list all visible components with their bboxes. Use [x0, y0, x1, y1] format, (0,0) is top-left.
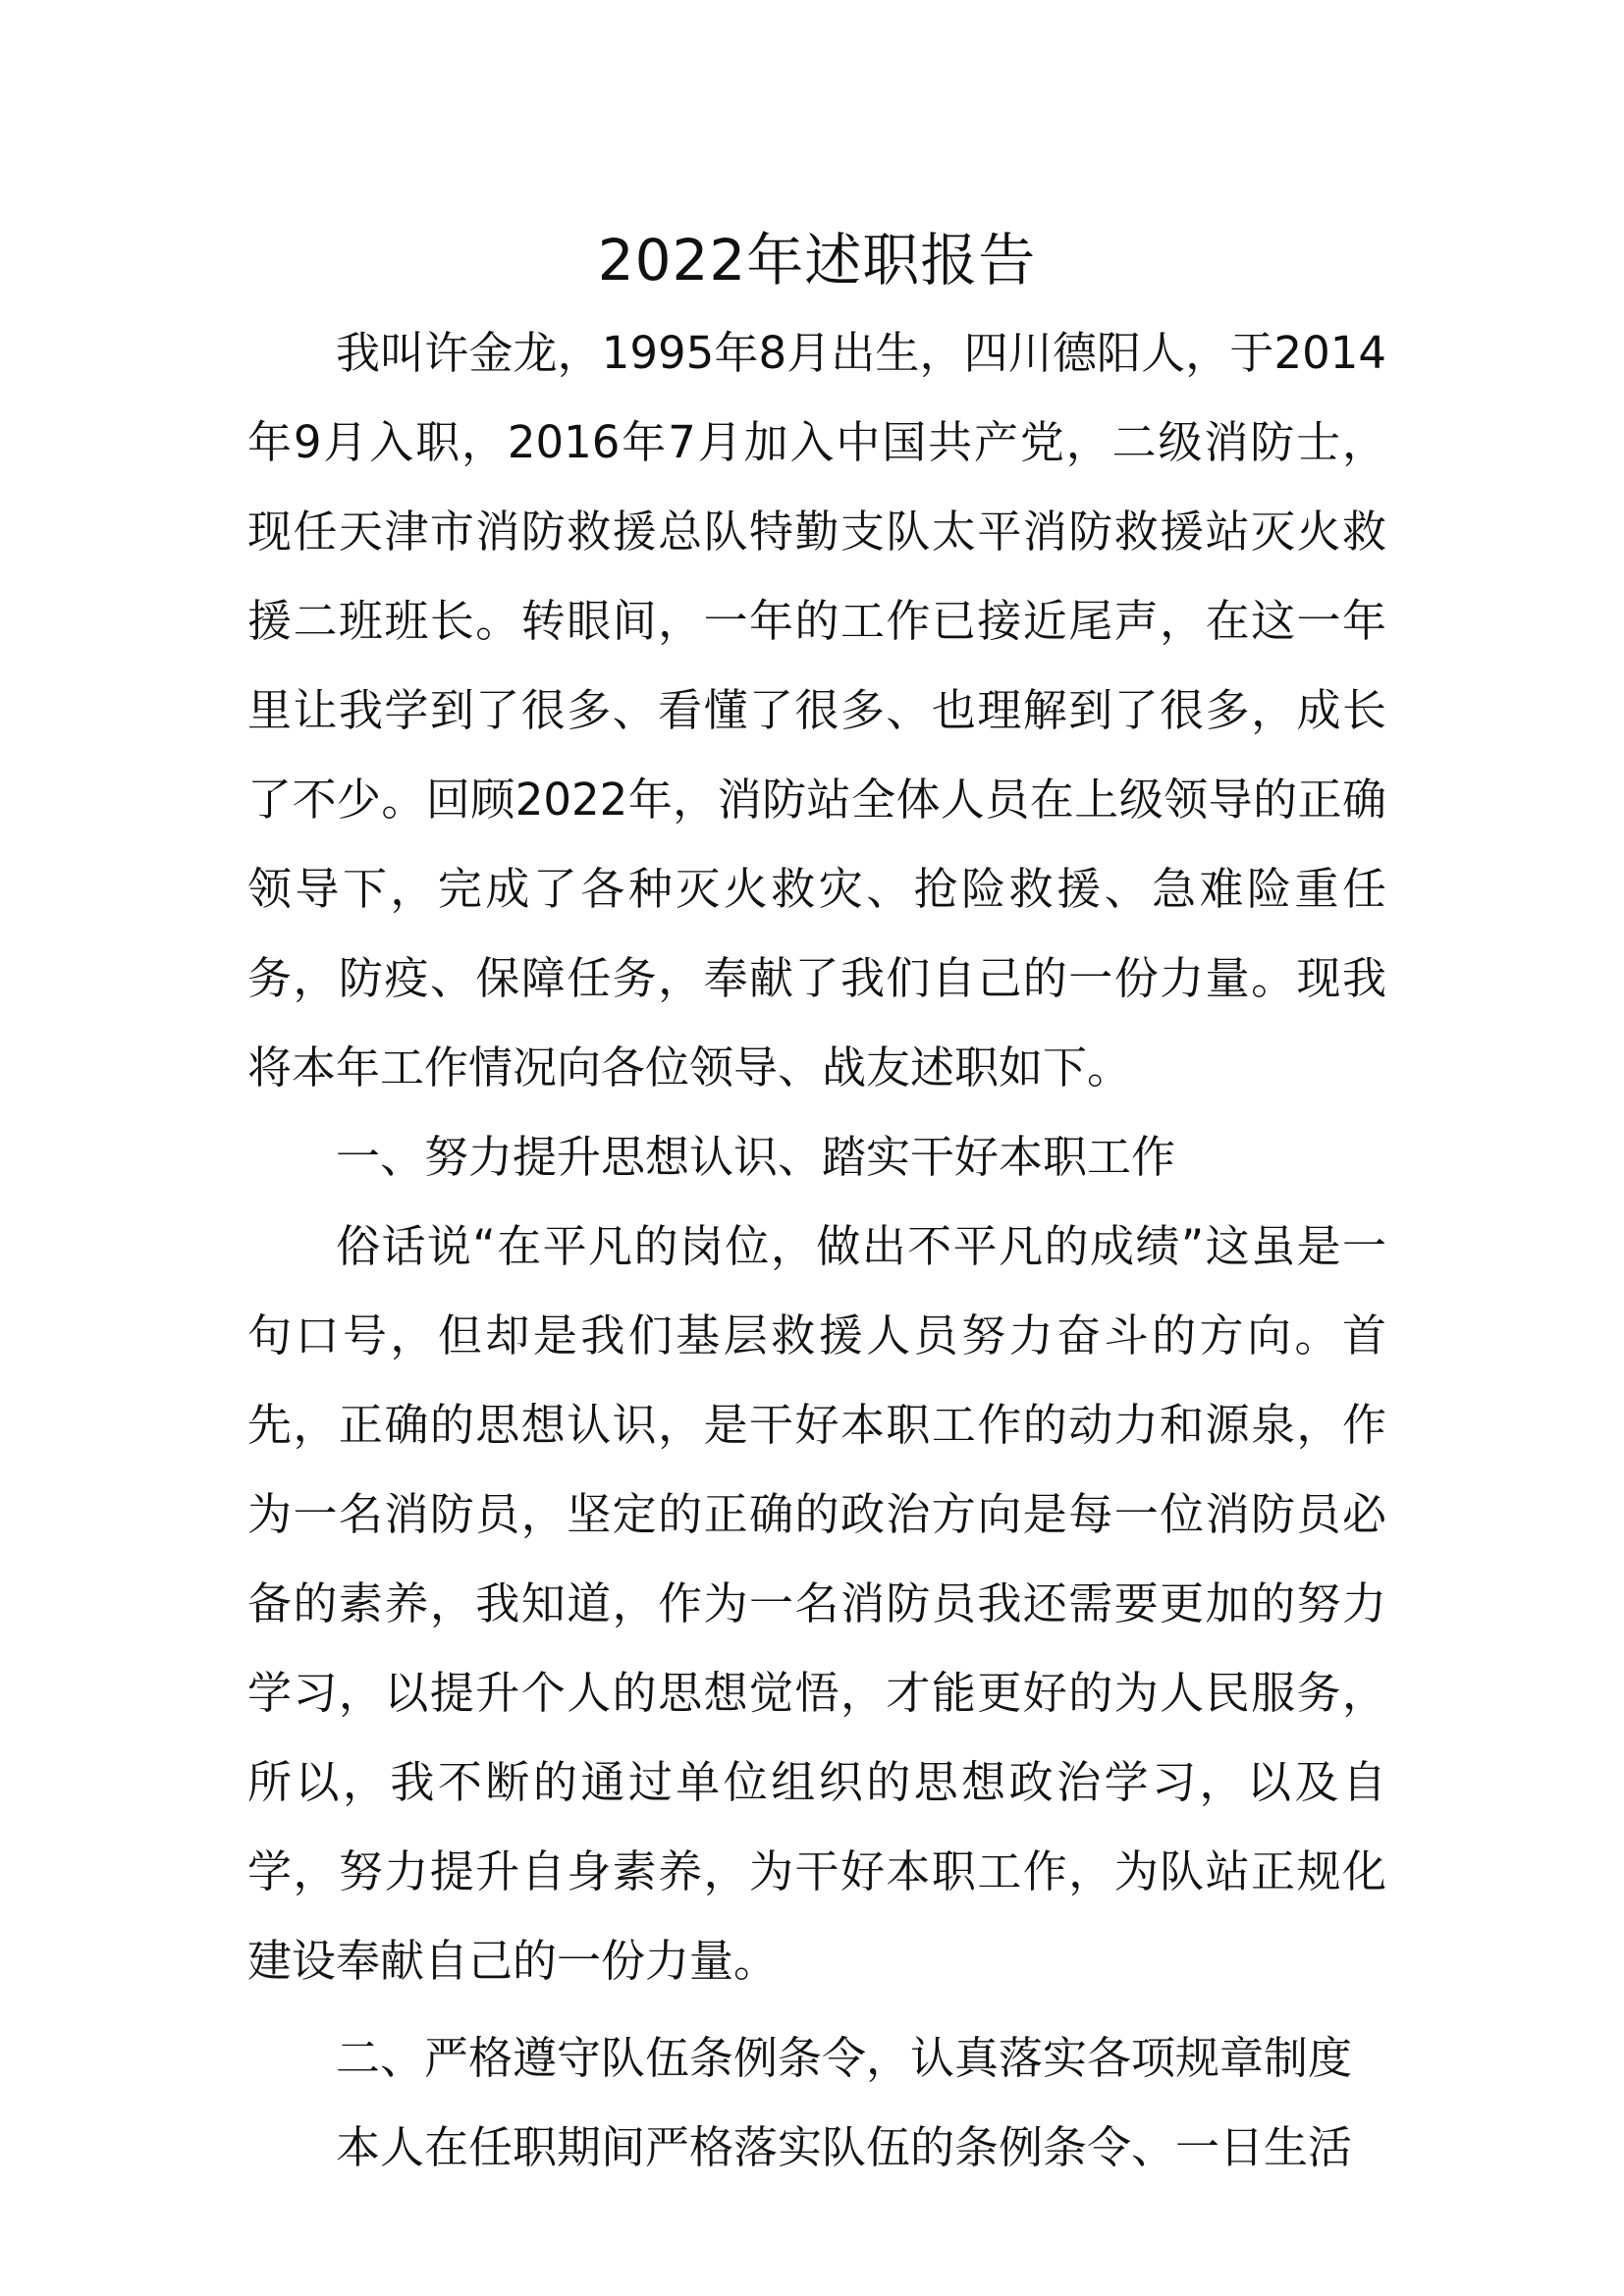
paragraph-section-2: 本人在任职期间严格落实队伍的条例条令、一日生活 [336, 2121, 1353, 2173]
section-heading-2: 二、严格遵守队伍条例条令，认真落实各项规章制度 [336, 2032, 1353, 2084]
paragraph-intro: 我叫许金龙，1995年8月出生，四川德阳人，于2014年9月入职，2016年7月加入中国共产党，二级消防士，现任天津市消防救援总队特勤支队太平消防救援站灭火救援二班班长。转眼间，一年的工作已接近尾声，在这一年里让我学到了很多、看懂了很多、也理解到了很多，成长了不少。回顾2022年，消防站全体人员在上级领导的正确领导下，完成了各种灭火救灾、抢险救援、急难险重任务，防疫、保障任务，奉献了我们自己的一份力量。现我将本年工作情况向各位领导、战友述职如下。 [247, 327, 1386, 1094]
paragraph-section-1: 俗话说“在平凡的岗位，做出不平凡的成绩”这虽是一句口号，但却是我们基层救援人员努力奋斗的方向。首先，正确的思想认识，是干好本职工作的动力和源泉，作为一名消防员，坚定的正确的政治方向是每一位消防员必备的素养，我知道，作为一名消防员我还需要更加的努力学习，以提升个人的思想觉悟，才能更好的为人民服务，所以，我不断的通过单位组织的思想政治学习，以及自学，努力提升自身素养，为干好本职工作，为队站正规化建设奉献自己的一份力量。 [247, 1220, 1386, 1987]
section-heading-1: 一、努力提升思想认识、踏实干好本职工作 [336, 1131, 1176, 1183]
document-title: 2022年述职报告 [597, 227, 1037, 294]
document-body [247, 216, 1386, 2192]
